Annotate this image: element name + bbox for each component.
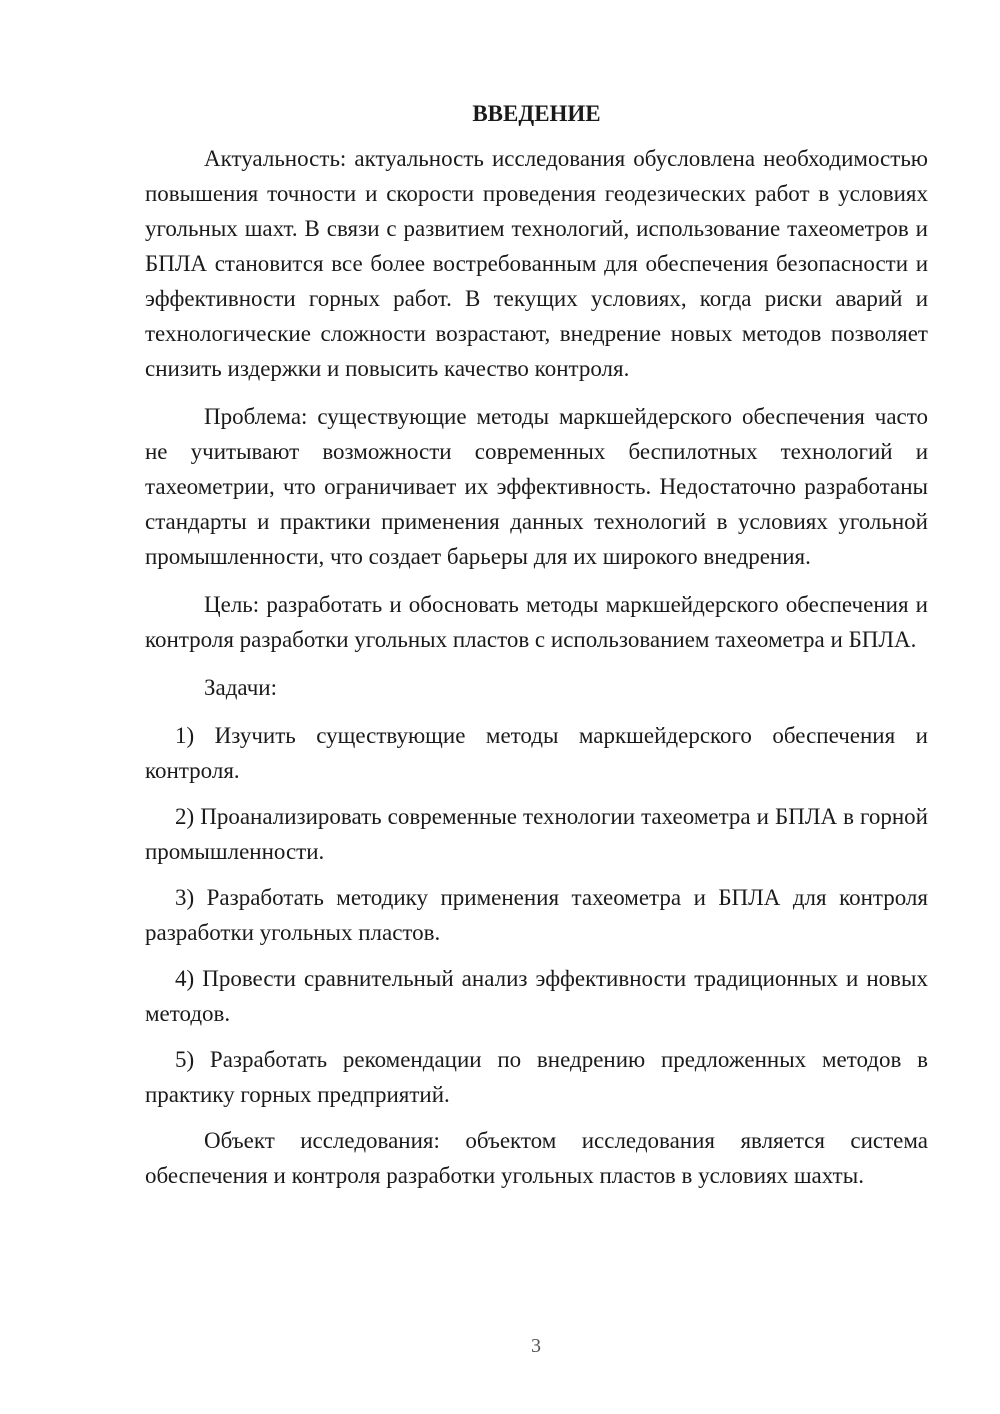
relevance-paragraph: Актуальность: актуальность исследования обусловлена необходимостью повышения точности и скорости проведения геодезических работ в условиях угольных шахт. В связи с развитием технологий, использование тахеометров и БПЛА становится все более востребованным для обеспечения безопасности и эффективности горных работ. В текущих условиях, когда риски аварий и технологические сложности возрастают, внедрение новых методов позволяет снизить издержки и повысить качество контроля. — [145, 146, 928, 381]
problem-paragraph: Проблема: существующие методы маркшейдерского обеспечения часто не учитывают возможности современных беспилотных технологий и тахеометрии, что ограничивает их эффективность. Недостаточно разработаны стандарты и практики применения данных технологий в условиях угольной промышленности, что создает барьеры для их широкого внедрения. — [145, 404, 928, 569]
page-number: 3 — [531, 1335, 541, 1357]
page-content — [145, 96, 928, 1206]
task-item-4: 4) Провести сравнительный анализ эффективности традиционных и новых методов. — [145, 966, 928, 1026]
tasks-heading: Задачи: — [204, 675, 277, 700]
section-title: ВВЕДЕНИЕ — [472, 101, 601, 126]
task-item-3: 3) Разработать методику применения тахеометра и БПЛА для контроля разработки угольных пластов. — [145, 885, 928, 945]
task-item-1: 1) Изучить существующие методы маркшейдерского обеспечения и контроля. — [145, 723, 928, 783]
task-item-5: 5) Разработать рекомендации по внедрению предложенных методов в практику горных предприятий. — [145, 1047, 928, 1107]
task-item-2: 2) Проанализировать современные технологии тахеометра и БПЛА в горной промышленности. — [145, 804, 928, 864]
goal-paragraph: Цель: разработать и обосновать методы маркшейдерского обеспечения и контроля разработки угольных пластов с использованием тахеометра и БПЛА. — [145, 592, 928, 652]
object-paragraph: Объект исследования: объектом исследования является система обеспечения и контроля разработки угольных пластов в условиях шахты. — [145, 1128, 928, 1188]
